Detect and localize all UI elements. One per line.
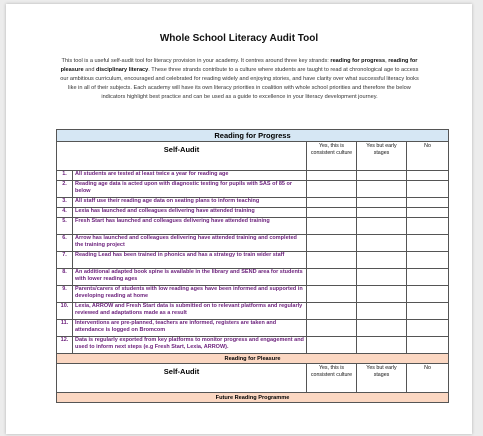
item-number: 9. [57, 286, 73, 303]
audit-item-row [57, 171, 449, 181]
self-audit-header-row [57, 364, 449, 393]
item-text: An additional adapted book spine is available in the library and SEND area for students with lower reading ages [73, 269, 307, 286]
col-header-no: No [407, 142, 449, 171]
section-header-row [57, 393, 449, 403]
check-early-stages-cell[interactable] [357, 269, 407, 286]
strand-disciplinary-literacy: disciplinary literacy [96, 67, 149, 73]
item-text: Reading Lead has been trained in phonics and has a strategy to train wider staff [73, 252, 307, 269]
check-consistent-cell[interactable] [307, 269, 357, 286]
item-text: Parents/carers of students with low reading ages have been informed and supported in developing reading at home [73, 286, 307, 303]
audit-item-row [57, 218, 449, 235]
check-early-stages-cell[interactable] [357, 252, 407, 269]
section-reading-for-pleasure: Reading for Pleasure [57, 354, 449, 364]
check-no-cell[interactable] [407, 286, 449, 303]
check-consistent-cell[interactable] [307, 337, 357, 354]
check-early-stages-cell[interactable] [357, 208, 407, 218]
audit-item-row [57, 320, 449, 337]
audit-item-row [57, 208, 449, 218]
audit-table [56, 129, 449, 403]
check-no-cell[interactable] [407, 252, 449, 269]
check-consistent-cell[interactable] [307, 252, 357, 269]
self-audit-heading: Self-Audit [57, 364, 307, 393]
intro-text-1: This tool is a useful self-audit tool for literacy provision in your academy. It centres around three key strands: [61, 58, 331, 64]
check-no-cell[interactable] [407, 337, 449, 354]
section-reading-for-progress: Reading for Progress [57, 130, 449, 142]
item-number: 4. [57, 208, 73, 218]
strand-reading-for-progress: reading for progress [330, 58, 386, 64]
item-text: Reading age data is acted upon with diagnostic testing for pupils with SAS of 85 or below [73, 181, 307, 198]
item-number: 12. [57, 337, 73, 354]
check-consistent-cell[interactable] [307, 235, 357, 252]
intro-text-2: , [385, 58, 389, 64]
check-consistent-cell[interactable] [307, 208, 357, 218]
col-header-early-stages: Yes but early stages [357, 142, 407, 171]
item-text: All staff use their reading age data on seating plans to inform teaching [73, 198, 307, 208]
col-header-no: No [407, 364, 449, 393]
intro-text-4: . These three strands contribute to a culture where students are taught to read at chronological age to access our ambitious curriculum, encouraged and celebrated for reading widely and enjoying stories, and have clarity over what successful literacy looks like in all of their subjects. Each academy will have its own literacy priorities in coalition with whole school priorities and therefore the below indicators highlight best practice and can be used as a guide to excellence in your literacy development journey. [60, 67, 419, 100]
check-early-stages-cell[interactable] [357, 198, 407, 208]
item-text: Lexia has launched and colleagues delivering have attended training [73, 208, 307, 218]
self-audit-heading: Self-Audit [57, 142, 307, 171]
check-no-cell[interactable] [407, 171, 449, 181]
strand-reading-for-pleasure: reading for pleasure [60, 58, 418, 73]
item-number: 7. [57, 252, 73, 269]
check-no-cell[interactable] [407, 208, 449, 218]
audit-item-row [57, 198, 449, 208]
check-consistent-cell[interactable] [307, 171, 357, 181]
check-early-stages-cell[interactable] [357, 218, 407, 235]
document-title: Whole School Literacy Audit Tool [159, 33, 319, 44]
col-header-consistent: Yes, this is consistent culture [307, 142, 357, 171]
audit-item-row [57, 269, 449, 286]
check-consistent-cell[interactable] [307, 320, 357, 337]
item-text: Lexia, ARROW and Fresh Start data is submitted on to relevant platforms and regularly reviewed and adaptations made as a result [73, 303, 307, 320]
audit-item-row [57, 181, 449, 198]
audit-item-row [57, 337, 449, 354]
check-consistent-cell[interactable] [307, 218, 357, 235]
audit-item-row [57, 303, 449, 320]
check-consistent-cell[interactable] [307, 198, 357, 208]
check-no-cell[interactable] [407, 269, 449, 286]
section-header-row [57, 130, 449, 142]
check-early-stages-cell[interactable] [357, 320, 407, 337]
check-no-cell[interactable] [407, 303, 449, 320]
item-number: 10. [57, 303, 73, 320]
check-early-stages-cell[interactable] [357, 181, 407, 198]
audit-items [57, 171, 449, 354]
check-consistent-cell[interactable] [307, 303, 357, 320]
check-early-stages-cell[interactable] [357, 286, 407, 303]
self-audit-header-row [57, 142, 449, 171]
item-number: 5. [57, 218, 73, 235]
item-text: Fresh Start has launched and colleagues delivering have attended training [73, 218, 307, 235]
check-early-stages-cell[interactable] [357, 171, 407, 181]
audit-item-row [57, 235, 449, 252]
col-header-early-stages: Yes but early stages [357, 364, 407, 393]
check-no-cell[interactable] [407, 218, 449, 235]
check-no-cell[interactable] [407, 198, 449, 208]
item-number: 6. [57, 235, 73, 252]
section-future-reading-programme: Future Reading Programme [57, 393, 449, 403]
check-early-stages-cell[interactable] [357, 337, 407, 354]
audit-item-row [57, 286, 449, 303]
check-no-cell[interactable] [407, 181, 449, 198]
check-no-cell[interactable] [407, 320, 449, 337]
item-text: Interventions are pre-planned, teachers are informed, registers are taken and attendance is logged on Bromcom [73, 320, 307, 337]
check-early-stages-cell[interactable] [357, 235, 407, 252]
audit-item-row [57, 252, 449, 269]
check-consistent-cell[interactable] [307, 181, 357, 198]
item-text: All students are tested at least twice a year for reading age [73, 171, 307, 181]
col-header-consistent: Yes, this is consistent culture [307, 364, 357, 393]
check-consistent-cell[interactable] [307, 286, 357, 303]
check-early-stages-cell[interactable] [357, 303, 407, 320]
item-number: 1. [57, 171, 73, 181]
item-text: Arrow has launched and colleagues delivering have attended training and completed the training project [73, 235, 307, 252]
intro-text-3: and [83, 67, 97, 73]
item-number: 2. [57, 181, 73, 198]
item-number: 11. [57, 320, 73, 337]
section-header-row [57, 354, 449, 364]
intro-paragraph [56, 57, 423, 102]
item-number: 3. [57, 198, 73, 208]
document-page [6, 4, 472, 434]
item-number: 8. [57, 269, 73, 286]
item-text: Data is regularly exported from key platforms to monitor progress and engagement and used to inform next steps (e.g Fresh Start, Lexia, ARROW). [73, 337, 307, 354]
check-no-cell[interactable] [407, 235, 449, 252]
